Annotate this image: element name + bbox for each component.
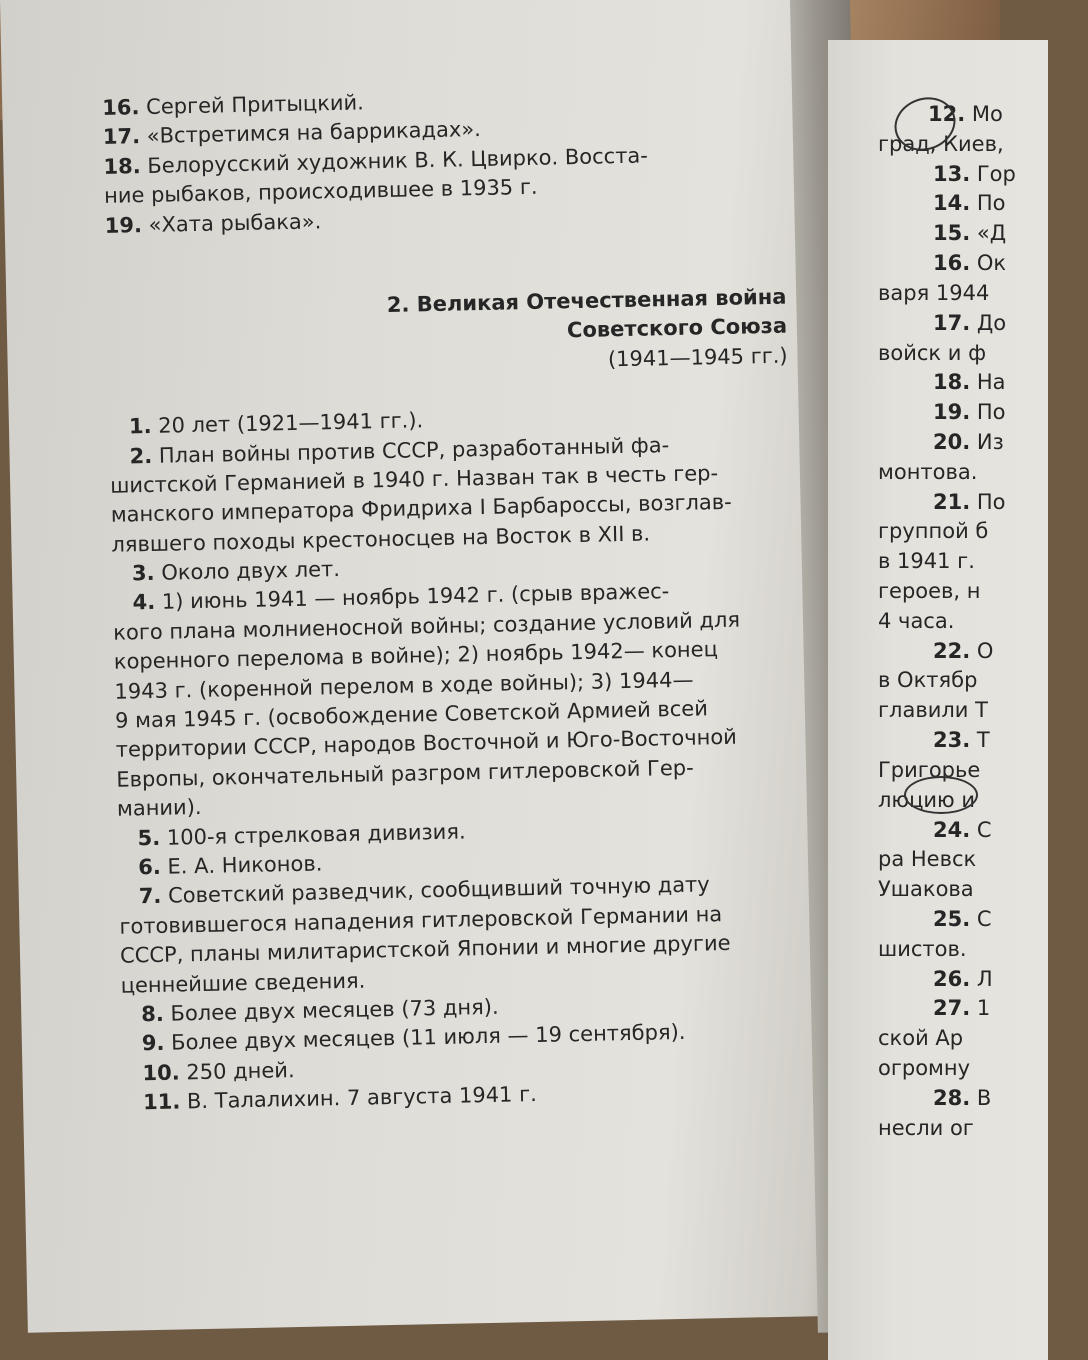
text-line	[848, 577, 1088, 607]
item-text: Более двух месяцев (73 дня).	[163, 994, 499, 1026]
item-number: 13.	[933, 161, 971, 186]
section-heading: 2. Великая Отечественная война	[386, 284, 787, 317]
item-text: главили Т	[878, 698, 988, 723]
item-text: С	[970, 906, 992, 931]
item-number: 6.	[137, 854, 162, 880]
text-line	[848, 428, 1088, 458]
item-number: 24.	[933, 817, 971, 842]
text-line	[848, 696, 1088, 726]
item-text: По	[970, 400, 1006, 425]
item-text: Т	[970, 728, 990, 753]
right-book-page	[828, 40, 1048, 1360]
text-line	[848, 488, 1088, 518]
item-text: Л	[970, 966, 993, 991]
item-text: Из	[970, 429, 1004, 454]
right-page-text	[848, 100, 1088, 1143]
item-text: Европы, окончательный разгром гитлеровской Гер-	[116, 755, 694, 792]
item-number: 18.	[933, 370, 971, 395]
text-line	[848, 1114, 1088, 1144]
item-text: ской Ар	[878, 1026, 964, 1051]
item-number: 20.	[933, 429, 971, 454]
text-line	[848, 637, 1088, 667]
item-text: манского императора Фридриха I Барбароссы, возглав-	[110, 490, 732, 528]
text-line	[848, 1084, 1088, 1114]
text-line	[848, 368, 1088, 398]
item-text: шистской Германией в 1940 г. Назван так в честь гер-	[109, 460, 719, 498]
item-number: 27.	[933, 996, 971, 1021]
item-text: ра Невск	[878, 847, 977, 872]
item-number: 19.	[104, 212, 143, 238]
item-number: 19.	[933, 400, 971, 425]
item-text: С	[970, 817, 992, 842]
item-number: 16.	[933, 251, 971, 276]
item-number: 11.	[142, 1089, 181, 1115]
text-line	[848, 875, 1088, 905]
item-text: «Хата рыбака».	[141, 208, 322, 237]
item-text: В	[970, 1085, 992, 1110]
item-text: героев, н	[878, 579, 981, 603]
item-text: На	[970, 370, 1006, 395]
item-text: несли ог	[878, 1115, 974, 1140]
item-text: СССР, планы милитаристской Японии и многие другие	[119, 931, 731, 968]
item-text: шистов.	[878, 936, 967, 961]
item-text: лявшего походы крестоносцев на Восток в XII в.	[111, 521, 651, 557]
item-number: 16.	[102, 95, 140, 120]
section-heading: (1941—1945 гг.)	[607, 343, 788, 372]
item-text: 100-я стрелковая дивизия.	[159, 819, 466, 850]
item-text: коренного перелома в войне); 2) ноябрь 1942— конец	[113, 637, 719, 675]
text-line	[848, 666, 1088, 696]
text-line	[848, 547, 1088, 577]
text-line	[848, 994, 1088, 1024]
item-text: О	[970, 638, 994, 663]
text-line	[848, 607, 1088, 637]
item-text: огромну	[878, 1056, 971, 1080]
text-line	[848, 219, 1088, 249]
item-number: 5.	[137, 825, 161, 850]
item-number: 18.	[103, 153, 141, 179]
text-line	[848, 160, 1088, 190]
text-line	[848, 279, 1088, 309]
item-text: «Встретимся на баррикадах».	[139, 117, 482, 149]
pen-circle-mark-23	[904, 776, 978, 814]
item-text: По	[970, 191, 1006, 216]
item-text: в 1941 г.	[878, 549, 975, 574]
section-heading: Советского Союза	[566, 313, 788, 343]
item-text: Григорье	[878, 757, 981, 782]
text-line	[848, 905, 1088, 935]
item-text: войск и ф	[878, 340, 987, 365]
text-line	[848, 130, 1088, 160]
text-line	[848, 458, 1088, 488]
item-text: 4 часа.	[878, 608, 955, 633]
item-text: готовившегося нападения гитлеровской Германии на	[119, 901, 723, 939]
item-text: Ушакова	[878, 877, 974, 902]
item-number: 28.	[933, 1085, 971, 1110]
text-line	[848, 1024, 1088, 1054]
item-number: 23.	[933, 728, 971, 753]
item-text: в Октябр	[878, 668, 978, 693]
item-text: 20 лет (1921—1941 гг.).	[151, 408, 424, 439]
item-number: 17.	[102, 124, 141, 150]
text-line	[848, 398, 1088, 428]
item-text: монтова.	[878, 459, 978, 484]
text-line	[848, 100, 1088, 130]
text-line	[848, 339, 1088, 369]
text-line	[848, 189, 1088, 219]
item-text: Ок	[970, 251, 1007, 276]
item-text: Е. А. Никонов.	[160, 851, 323, 879]
item-number: 1.	[128, 414, 152, 439]
item-number: 8.	[141, 1001, 165, 1027]
item-number: 4.	[132, 590, 156, 615]
text-line	[848, 1054, 1088, 1084]
item-text: Белорусский художник В. К. Цвирко. Восста-	[140, 143, 649, 178]
item-text: Советский разведчик, сообщивший точную дату	[161, 872, 710, 909]
text-line	[848, 845, 1088, 875]
item-text: ние рыбаков, происходившее в 1935 г.	[103, 174, 538, 209]
item-number: 25.	[933, 906, 971, 931]
item-text: град, Киев,	[878, 131, 1004, 156]
item-text: 250 дней.	[179, 1057, 295, 1085]
item-text: 1	[970, 996, 991, 1021]
item-text: мании).	[116, 795, 202, 821]
item-number: 9.	[141, 1031, 165, 1056]
text-line	[848, 249, 1088, 279]
item-number: 21.	[933, 489, 971, 514]
item-text: Сергей Притыцкий.	[139, 90, 365, 120]
item-text: Мо	[965, 102, 1003, 126]
item-number: 14.	[933, 191, 971, 216]
item-text: «Д	[970, 221, 1007, 246]
item-number: 15.	[933, 221, 971, 246]
item-text: кого плана молниеносной войны; создание условий для	[113, 607, 741, 645]
item-text: ценнейшие сведения.	[120, 968, 366, 998]
text-line	[848, 309, 1088, 339]
item-text: До	[970, 310, 1007, 335]
item-text: 9 мая 1945 г. (освобождение Советской Армией всей	[114, 696, 709, 733]
text-line	[848, 965, 1088, 995]
item-number: 7.	[138, 884, 162, 909]
text-line	[848, 816, 1088, 846]
text-line	[848, 726, 1088, 756]
item-text: 1943 г. (коренной перелом в ходе войны); 3) 1944—	[114, 667, 694, 704]
item-text: Гор	[970, 161, 1016, 186]
item-number: 22.	[933, 638, 971, 663]
text-line	[848, 517, 1088, 547]
item-number: 17.	[933, 310, 971, 335]
item-text: Около двух лет.	[154, 557, 341, 585]
item-text: 1) июнь 1941 — ноябрь 1942 г. (срыв вражес-	[154, 579, 670, 615]
item-text: В. Талалихин. 7 августа 1941 г.	[180, 1082, 538, 1114]
item-text: По	[970, 489, 1006, 514]
item-text: люцию и	[878, 787, 976, 812]
item-number: 2.	[129, 443, 153, 468]
item-number: 12.	[928, 102, 966, 126]
item-number: 10.	[142, 1060, 180, 1085]
item-number: 3.	[131, 560, 155, 586]
item-number: 26.	[933, 966, 971, 991]
item-text: Более двух месяцев (11 июля — 19 сентября).	[164, 1020, 686, 1056]
item-text: варя 1944	[878, 280, 990, 305]
item-text: территории СССР, народов Восточной и Юго-Восточной	[115, 725, 738, 763]
item-text: План войны против СССР, разработанный фа-	[151, 432, 670, 468]
item-text: группой б	[878, 519, 989, 544]
left-page-text	[102, 80, 803, 1119]
text-line	[848, 935, 1088, 965]
